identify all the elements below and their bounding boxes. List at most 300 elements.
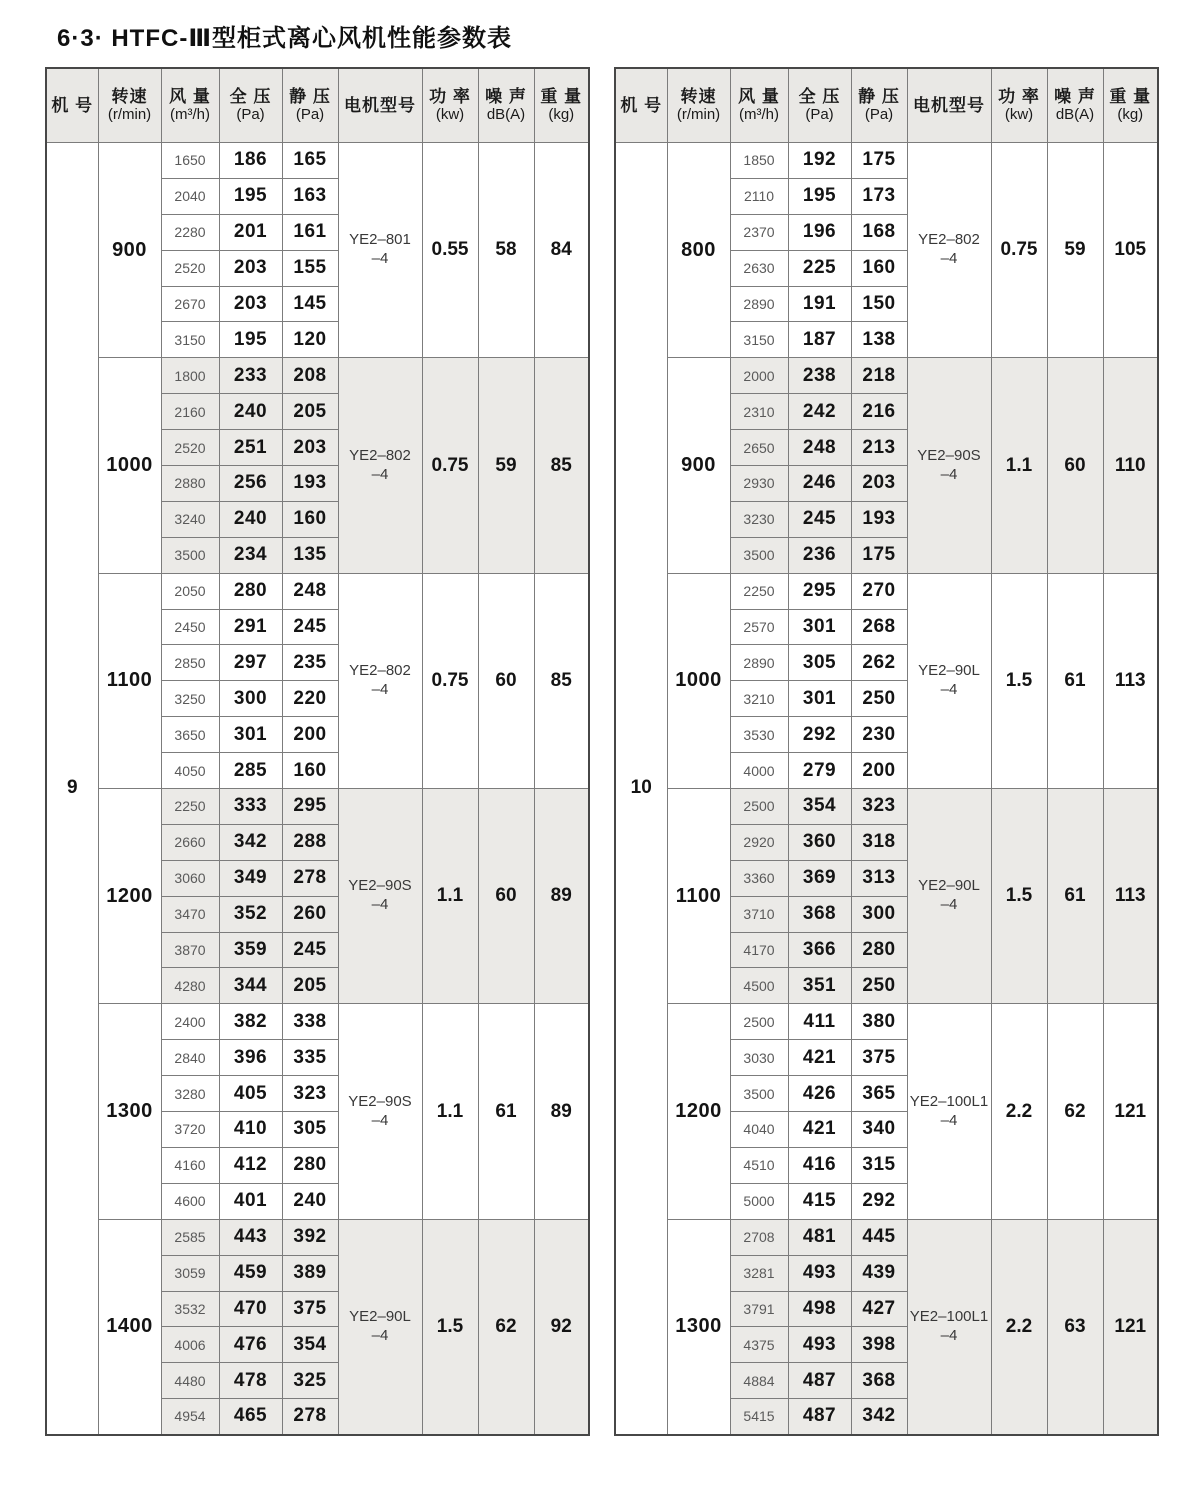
static-pressure-cell: 268 (851, 609, 907, 645)
col-header-machine (615, 68, 667, 143)
col-header-rpm (98, 68, 161, 143)
motor-model-cell (907, 573, 991, 788)
full-pressure-cell: 349 (219, 860, 282, 896)
full-pressure-cell: 203 (219, 286, 282, 322)
motor-model-line2: –4 (371, 1326, 389, 1344)
flow-cell: 2310 (730, 394, 788, 430)
static-pressure-cell: 278 (282, 860, 338, 896)
tables-container (45, 67, 1200, 1436)
static-pressure-cell: 439 (851, 1255, 907, 1291)
flow-cell: 4954 (161, 1399, 219, 1435)
col-header-unit: (m³/h) (170, 106, 210, 124)
static-pressure-cell: 260 (282, 896, 338, 932)
motor-model-line1: YE2–802 (349, 662, 411, 680)
col-header-label: 静 压 (858, 87, 900, 107)
full-pressure-cell: 297 (219, 645, 282, 681)
static-pressure-cell: 280 (851, 932, 907, 968)
full-pressure-cell: 279 (788, 753, 851, 789)
rpm-cell: 1200 (667, 1004, 730, 1219)
power-cell: 0.75 (422, 573, 478, 788)
noise-cell: 59 (478, 358, 534, 573)
full-pressure-cell: 382 (219, 1004, 282, 1040)
flow-cell: 3500 (161, 537, 219, 573)
noise-cell: 58 (478, 143, 534, 358)
static-pressure-cell: 295 (282, 789, 338, 825)
static-pressure-cell: 245 (282, 932, 338, 968)
table-row (615, 143, 1158, 179)
col-header-unit: (Pa) (295, 106, 325, 124)
full-pressure-cell: 225 (788, 250, 851, 286)
full-pressure-cell: 238 (788, 358, 851, 394)
full-pressure-cell: 295 (788, 573, 851, 609)
motor-model-line2: –4 (940, 465, 958, 483)
motor-model-line2: –4 (940, 1111, 958, 1129)
weight-cell: 121 (1103, 1004, 1158, 1219)
full-pressure-cell: 201 (219, 214, 282, 250)
motor-model-line1: YE2–802 (918, 231, 980, 249)
static-pressure-cell: 175 (851, 143, 907, 179)
motor-model-line2: –4 (371, 465, 389, 483)
col-header-unit: (m³/h) (739, 106, 779, 124)
noise-cell: 61 (1047, 789, 1103, 1004)
flow-cell: 3059 (161, 1255, 219, 1291)
col-header-label: 风 量 (738, 87, 780, 107)
col-header-unit: (kg) (1117, 106, 1144, 124)
flow-cell: 3791 (730, 1291, 788, 1327)
static-pressure-cell: 161 (282, 214, 338, 250)
full-pressure-cell: 246 (788, 466, 851, 502)
full-pressure-cell: 240 (219, 501, 282, 537)
col-header-label: 转速 (111, 87, 148, 107)
rpm-cell: 800 (667, 143, 730, 358)
weight-cell: 105 (1103, 143, 1158, 358)
table-header (46, 68, 589, 143)
rpm-cell: 1000 (98, 358, 161, 573)
motor-model-line1: YE2–90L (918, 877, 980, 895)
full-pressure-cell: 412 (219, 1147, 282, 1183)
flow-cell: 2520 (161, 430, 219, 466)
flow-cell: 3281 (730, 1255, 788, 1291)
motor-model-cell (907, 1219, 991, 1434)
motor-model-line1: YE2–90L (349, 1307, 411, 1325)
flow-cell: 2250 (730, 573, 788, 609)
full-pressure-cell: 333 (219, 789, 282, 825)
flow-cell: 2670 (161, 286, 219, 322)
col-header-label: 风 量 (169, 87, 211, 107)
static-pressure-cell: 150 (851, 286, 907, 322)
full-pressure-cell: 195 (219, 322, 282, 358)
flow-cell: 3030 (730, 1040, 788, 1076)
full-pressure-cell: 465 (219, 1399, 282, 1435)
flow-cell: 3710 (730, 896, 788, 932)
machine-number-cell: 9 (46, 143, 98, 1435)
motor-model-line2: –4 (940, 250, 958, 268)
flow-cell: 1650 (161, 143, 219, 179)
motor-model-cell (907, 143, 991, 358)
full-pressure-cell: 359 (219, 932, 282, 968)
flow-cell: 2850 (161, 645, 219, 681)
static-pressure-cell: 205 (282, 394, 338, 430)
rpm-cell: 900 (98, 143, 161, 358)
static-pressure-cell: 323 (282, 1076, 338, 1112)
full-pressure-cell: 493 (788, 1255, 851, 1291)
power-cell: 2.2 (991, 1219, 1047, 1434)
static-pressure-cell: 292 (851, 1183, 907, 1219)
flow-cell: 4500 (730, 968, 788, 1004)
flow-cell: 4280 (161, 968, 219, 1004)
noise-cell: 60 (478, 573, 534, 788)
full-pressure-cell: 192 (788, 143, 851, 179)
weight-cell: 84 (534, 143, 589, 358)
flow-cell: 3500 (730, 537, 788, 573)
motor-model-cell (338, 573, 422, 788)
table-row (615, 358, 1158, 394)
flow-cell: 5415 (730, 1399, 788, 1435)
full-pressure-cell: 196 (788, 214, 851, 250)
motor-model-line2: –4 (371, 680, 389, 698)
flow-cell: 2500 (730, 789, 788, 825)
full-pressure-cell: 233 (219, 358, 282, 394)
full-pressure-cell: 186 (219, 143, 282, 179)
col-header-full-pressure (219, 68, 282, 143)
col-header-power (991, 68, 1047, 143)
rpm-cell: 1000 (667, 573, 730, 788)
static-pressure-cell: 305 (282, 1112, 338, 1148)
weight-cell: 121 (1103, 1219, 1158, 1434)
col-header-label: 噪 声 (485, 87, 527, 107)
full-pressure-cell: 305 (788, 645, 851, 681)
power-cell: 0.75 (422, 358, 478, 573)
table-row (46, 143, 589, 179)
static-pressure-cell: 375 (282, 1291, 338, 1327)
flow-cell: 3470 (161, 896, 219, 932)
flow-cell: 3150 (730, 322, 788, 358)
motor-model-cell (338, 358, 422, 573)
col-header-label: 噪 声 (1054, 87, 1096, 107)
flow-cell: 3280 (161, 1076, 219, 1112)
motor-model-line2: –4 (371, 250, 389, 268)
static-pressure-cell: 313 (851, 860, 907, 896)
static-pressure-cell: 368 (851, 1363, 907, 1399)
col-header-unit: (kw) (1004, 106, 1034, 124)
full-pressure-cell: 415 (788, 1183, 851, 1219)
full-pressure-cell: 476 (219, 1327, 282, 1363)
flow-cell: 2890 (730, 286, 788, 322)
col-header-unit: (r/min) (676, 106, 721, 124)
power-cell: 1.5 (422, 1219, 478, 1434)
col-header-label: 电机型号 (913, 95, 985, 115)
static-pressure-cell: 203 (851, 466, 907, 502)
rpm-cell: 1300 (98, 1004, 161, 1219)
weight-cell: 110 (1103, 358, 1158, 573)
weight-cell: 89 (534, 1004, 589, 1219)
perf-table-right (614, 67, 1159, 1436)
full-pressure-cell: 301 (788, 681, 851, 717)
static-pressure-cell: 193 (851, 501, 907, 537)
motor-model-cell (907, 1004, 991, 1219)
rpm-cell: 1100 (98, 573, 161, 788)
full-pressure-cell: 405 (219, 1076, 282, 1112)
flow-cell: 2050 (161, 573, 219, 609)
static-pressure-cell: 213 (851, 430, 907, 466)
full-pressure-cell: 401 (219, 1183, 282, 1219)
flow-cell: 2000 (730, 358, 788, 394)
full-pressure-cell: 245 (788, 501, 851, 537)
col-header-static-pressure (282, 68, 338, 143)
col-header-full-pressure (788, 68, 851, 143)
flow-cell: 2660 (161, 824, 219, 860)
flow-cell: 2920 (730, 824, 788, 860)
static-pressure-cell: 389 (282, 1255, 338, 1291)
motor-model-line1: YE2–801 (349, 231, 411, 249)
flow-cell: 3210 (730, 681, 788, 717)
full-pressure-cell: 292 (788, 717, 851, 753)
full-pressure-cell: 369 (788, 860, 851, 896)
motor-model-line1: YE2–90S (348, 877, 412, 895)
motor-model-line2: –4 (940, 680, 958, 698)
static-pressure-cell: 300 (851, 896, 907, 932)
flow-cell: 2110 (730, 178, 788, 214)
noise-cell: 62 (478, 1219, 534, 1434)
weight-cell: 89 (534, 789, 589, 1004)
static-pressure-cell: 325 (282, 1363, 338, 1399)
col-header-noise (478, 68, 534, 143)
flow-cell: 2500 (730, 1004, 788, 1040)
flow-cell: 4050 (161, 753, 219, 789)
static-pressure-cell: 230 (851, 717, 907, 753)
table-row (46, 1219, 589, 1255)
col-header-rpm (667, 68, 730, 143)
col-header-label: 重 量 (540, 87, 583, 107)
static-pressure-cell: 445 (851, 1219, 907, 1255)
flow-cell: 3530 (730, 717, 788, 753)
static-pressure-cell: 315 (851, 1147, 907, 1183)
static-pressure-cell: 163 (282, 178, 338, 214)
power-cell: 1.1 (991, 358, 1047, 573)
flow-cell: 4006 (161, 1327, 219, 1363)
full-pressure-cell: 300 (219, 681, 282, 717)
col-header-label: 重 量 (1109, 87, 1152, 107)
flow-cell: 2930 (730, 466, 788, 502)
static-pressure-cell: 193 (282, 466, 338, 502)
full-pressure-cell: 234 (219, 537, 282, 573)
full-pressure-cell: 203 (219, 250, 282, 286)
full-pressure-cell: 342 (219, 824, 282, 860)
static-pressure-cell: 278 (282, 1399, 338, 1435)
full-pressure-cell: 421 (788, 1112, 851, 1148)
full-pressure-cell: 459 (219, 1255, 282, 1291)
flow-cell: 2400 (161, 1004, 219, 1040)
col-header-motor-model (338, 68, 422, 143)
static-pressure-cell: 160 (282, 501, 338, 537)
static-pressure-cell: 427 (851, 1291, 907, 1327)
flow-cell: 3240 (161, 501, 219, 537)
full-pressure-cell: 360 (788, 824, 851, 860)
full-pressure-cell: 498 (788, 1291, 851, 1327)
flow-cell: 3060 (161, 860, 219, 896)
col-header-unit: dB(A) (1055, 106, 1095, 124)
rpm-cell: 1200 (98, 789, 161, 1004)
col-header-unit: (kw) (435, 106, 465, 124)
static-pressure-cell: 342 (851, 1399, 907, 1435)
col-header-label: 机 号 (620, 95, 663, 115)
static-pressure-cell: 398 (851, 1327, 907, 1363)
weight-cell: 113 (1103, 573, 1158, 788)
noise-cell: 60 (1047, 358, 1103, 573)
flow-cell: 1850 (730, 143, 788, 179)
machine-number-cell: 10 (615, 143, 667, 1435)
table-row (615, 1219, 1158, 1255)
col-header-machine (46, 68, 98, 143)
col-header-flow (730, 68, 788, 143)
rpm-cell: 1400 (98, 1219, 161, 1434)
power-cell: 0.55 (422, 143, 478, 358)
flow-cell: 2160 (161, 394, 219, 430)
static-pressure-cell: 205 (282, 968, 338, 1004)
motor-model-cell (338, 789, 422, 1004)
table-row (46, 1004, 589, 1040)
flow-cell: 3360 (730, 860, 788, 896)
col-header-unit: (kg) (548, 106, 575, 124)
header-row (46, 68, 589, 143)
power-cell: 1.1 (422, 1004, 478, 1219)
static-pressure-cell: 220 (282, 681, 338, 717)
col-header-label: 功 率 (429, 87, 471, 107)
table-row (615, 1004, 1158, 1040)
col-header-unit: (Pa) (864, 106, 894, 124)
static-pressure-cell: 200 (282, 717, 338, 753)
flow-cell: 2250 (161, 789, 219, 825)
col-header-motor-model (907, 68, 991, 143)
flow-cell: 2890 (730, 645, 788, 681)
full-pressure-cell: 366 (788, 932, 851, 968)
full-pressure-cell: 191 (788, 286, 851, 322)
col-header-weight (1103, 68, 1158, 143)
noise-cell: 59 (1047, 143, 1103, 358)
static-pressure-cell: 262 (851, 645, 907, 681)
noise-cell: 61 (1047, 573, 1103, 788)
table-body (615, 143, 1158, 1435)
full-pressure-cell: 487 (788, 1363, 851, 1399)
flow-cell: 4160 (161, 1147, 219, 1183)
rpm-cell: 900 (667, 358, 730, 573)
flow-cell: 4375 (730, 1327, 788, 1363)
flow-cell: 4600 (161, 1183, 219, 1219)
full-pressure-cell: 411 (788, 1004, 851, 1040)
static-pressure-cell: 120 (282, 322, 338, 358)
weight-cell: 113 (1103, 789, 1158, 1004)
weight-cell: 92 (534, 1219, 589, 1434)
motor-model-cell (907, 789, 991, 1004)
full-pressure-cell: 187 (788, 322, 851, 358)
flow-cell: 2370 (730, 214, 788, 250)
col-header-unit: (Pa) (236, 106, 265, 124)
col-header-label: 全 压 (229, 87, 272, 107)
static-pressure-cell: 365 (851, 1076, 907, 1112)
static-pressure-cell: 340 (851, 1112, 907, 1148)
static-pressure-cell: 335 (282, 1040, 338, 1076)
static-pressure-cell: 145 (282, 286, 338, 322)
flow-cell: 2650 (730, 430, 788, 466)
noise-cell: 60 (478, 789, 534, 1004)
full-pressure-cell: 240 (219, 394, 282, 430)
flow-cell: 3150 (161, 322, 219, 358)
flow-cell: 2708 (730, 1219, 788, 1255)
noise-cell: 61 (478, 1004, 534, 1219)
static-pressure-cell: 160 (282, 753, 338, 789)
static-pressure-cell: 218 (851, 358, 907, 394)
static-pressure-cell: 318 (851, 824, 907, 860)
full-pressure-cell: 368 (788, 896, 851, 932)
full-pressure-cell: 416 (788, 1147, 851, 1183)
motor-model-cell (338, 1219, 422, 1434)
static-pressure-cell: 200 (851, 753, 907, 789)
col-header-label: 电机型号 (344, 95, 416, 115)
col-header-label: 静 压 (289, 87, 331, 107)
motor-model-line2: –4 (371, 1111, 389, 1129)
col-header-label: 机 号 (51, 95, 94, 115)
flow-cell: 3532 (161, 1291, 219, 1327)
flow-cell: 4170 (730, 932, 788, 968)
power-cell: 1.5 (991, 789, 1047, 1004)
full-pressure-cell: 351 (788, 968, 851, 1004)
full-pressure-cell: 236 (788, 537, 851, 573)
static-pressure-cell: 160 (851, 250, 907, 286)
static-pressure-cell: 270 (851, 573, 907, 609)
static-pressure-cell: 354 (282, 1327, 338, 1363)
flow-cell: 1800 (161, 358, 219, 394)
col-header-label: 转速 (680, 87, 717, 107)
flow-cell: 3870 (161, 932, 219, 968)
full-pressure-cell: 481 (788, 1219, 851, 1255)
full-pressure-cell: 352 (219, 896, 282, 932)
power-cell: 2.2 (991, 1004, 1047, 1219)
perf-table-left (45, 67, 590, 1436)
motor-model-line1: YE2–90S (917, 446, 981, 464)
table-body (46, 143, 589, 1435)
noise-cell: 63 (1047, 1219, 1103, 1434)
power-cell: 1.5 (991, 573, 1047, 788)
full-pressure-cell: 301 (219, 717, 282, 753)
static-pressure-cell: 235 (282, 645, 338, 681)
weight-cell: 85 (534, 358, 589, 573)
static-pressure-cell: 375 (851, 1040, 907, 1076)
full-pressure-cell: 470 (219, 1291, 282, 1327)
col-header-flow (161, 68, 219, 143)
col-header-unit: (r/min) (107, 106, 152, 124)
full-pressure-cell: 256 (219, 466, 282, 502)
static-pressure-cell: 173 (851, 178, 907, 214)
static-pressure-cell: 380 (851, 1004, 907, 1040)
col-header-unit: dB(A) (486, 106, 526, 124)
col-header-noise (1047, 68, 1103, 143)
flow-cell: 3500 (730, 1076, 788, 1112)
flow-cell: 2840 (161, 1040, 219, 1076)
flow-cell: 2570 (730, 609, 788, 645)
static-pressure-cell: 248 (282, 573, 338, 609)
flow-cell: 4510 (730, 1147, 788, 1183)
motor-model-line2: –4 (940, 896, 958, 914)
flow-cell: 3650 (161, 717, 219, 753)
static-pressure-cell: 203 (282, 430, 338, 466)
full-pressure-cell: 354 (788, 789, 851, 825)
flow-cell: 3230 (730, 501, 788, 537)
full-pressure-cell: 396 (219, 1040, 282, 1076)
flow-cell: 2880 (161, 466, 219, 502)
full-pressure-cell: 421 (788, 1040, 851, 1076)
static-pressure-cell: 323 (851, 789, 907, 825)
flow-cell: 2450 (161, 609, 219, 645)
